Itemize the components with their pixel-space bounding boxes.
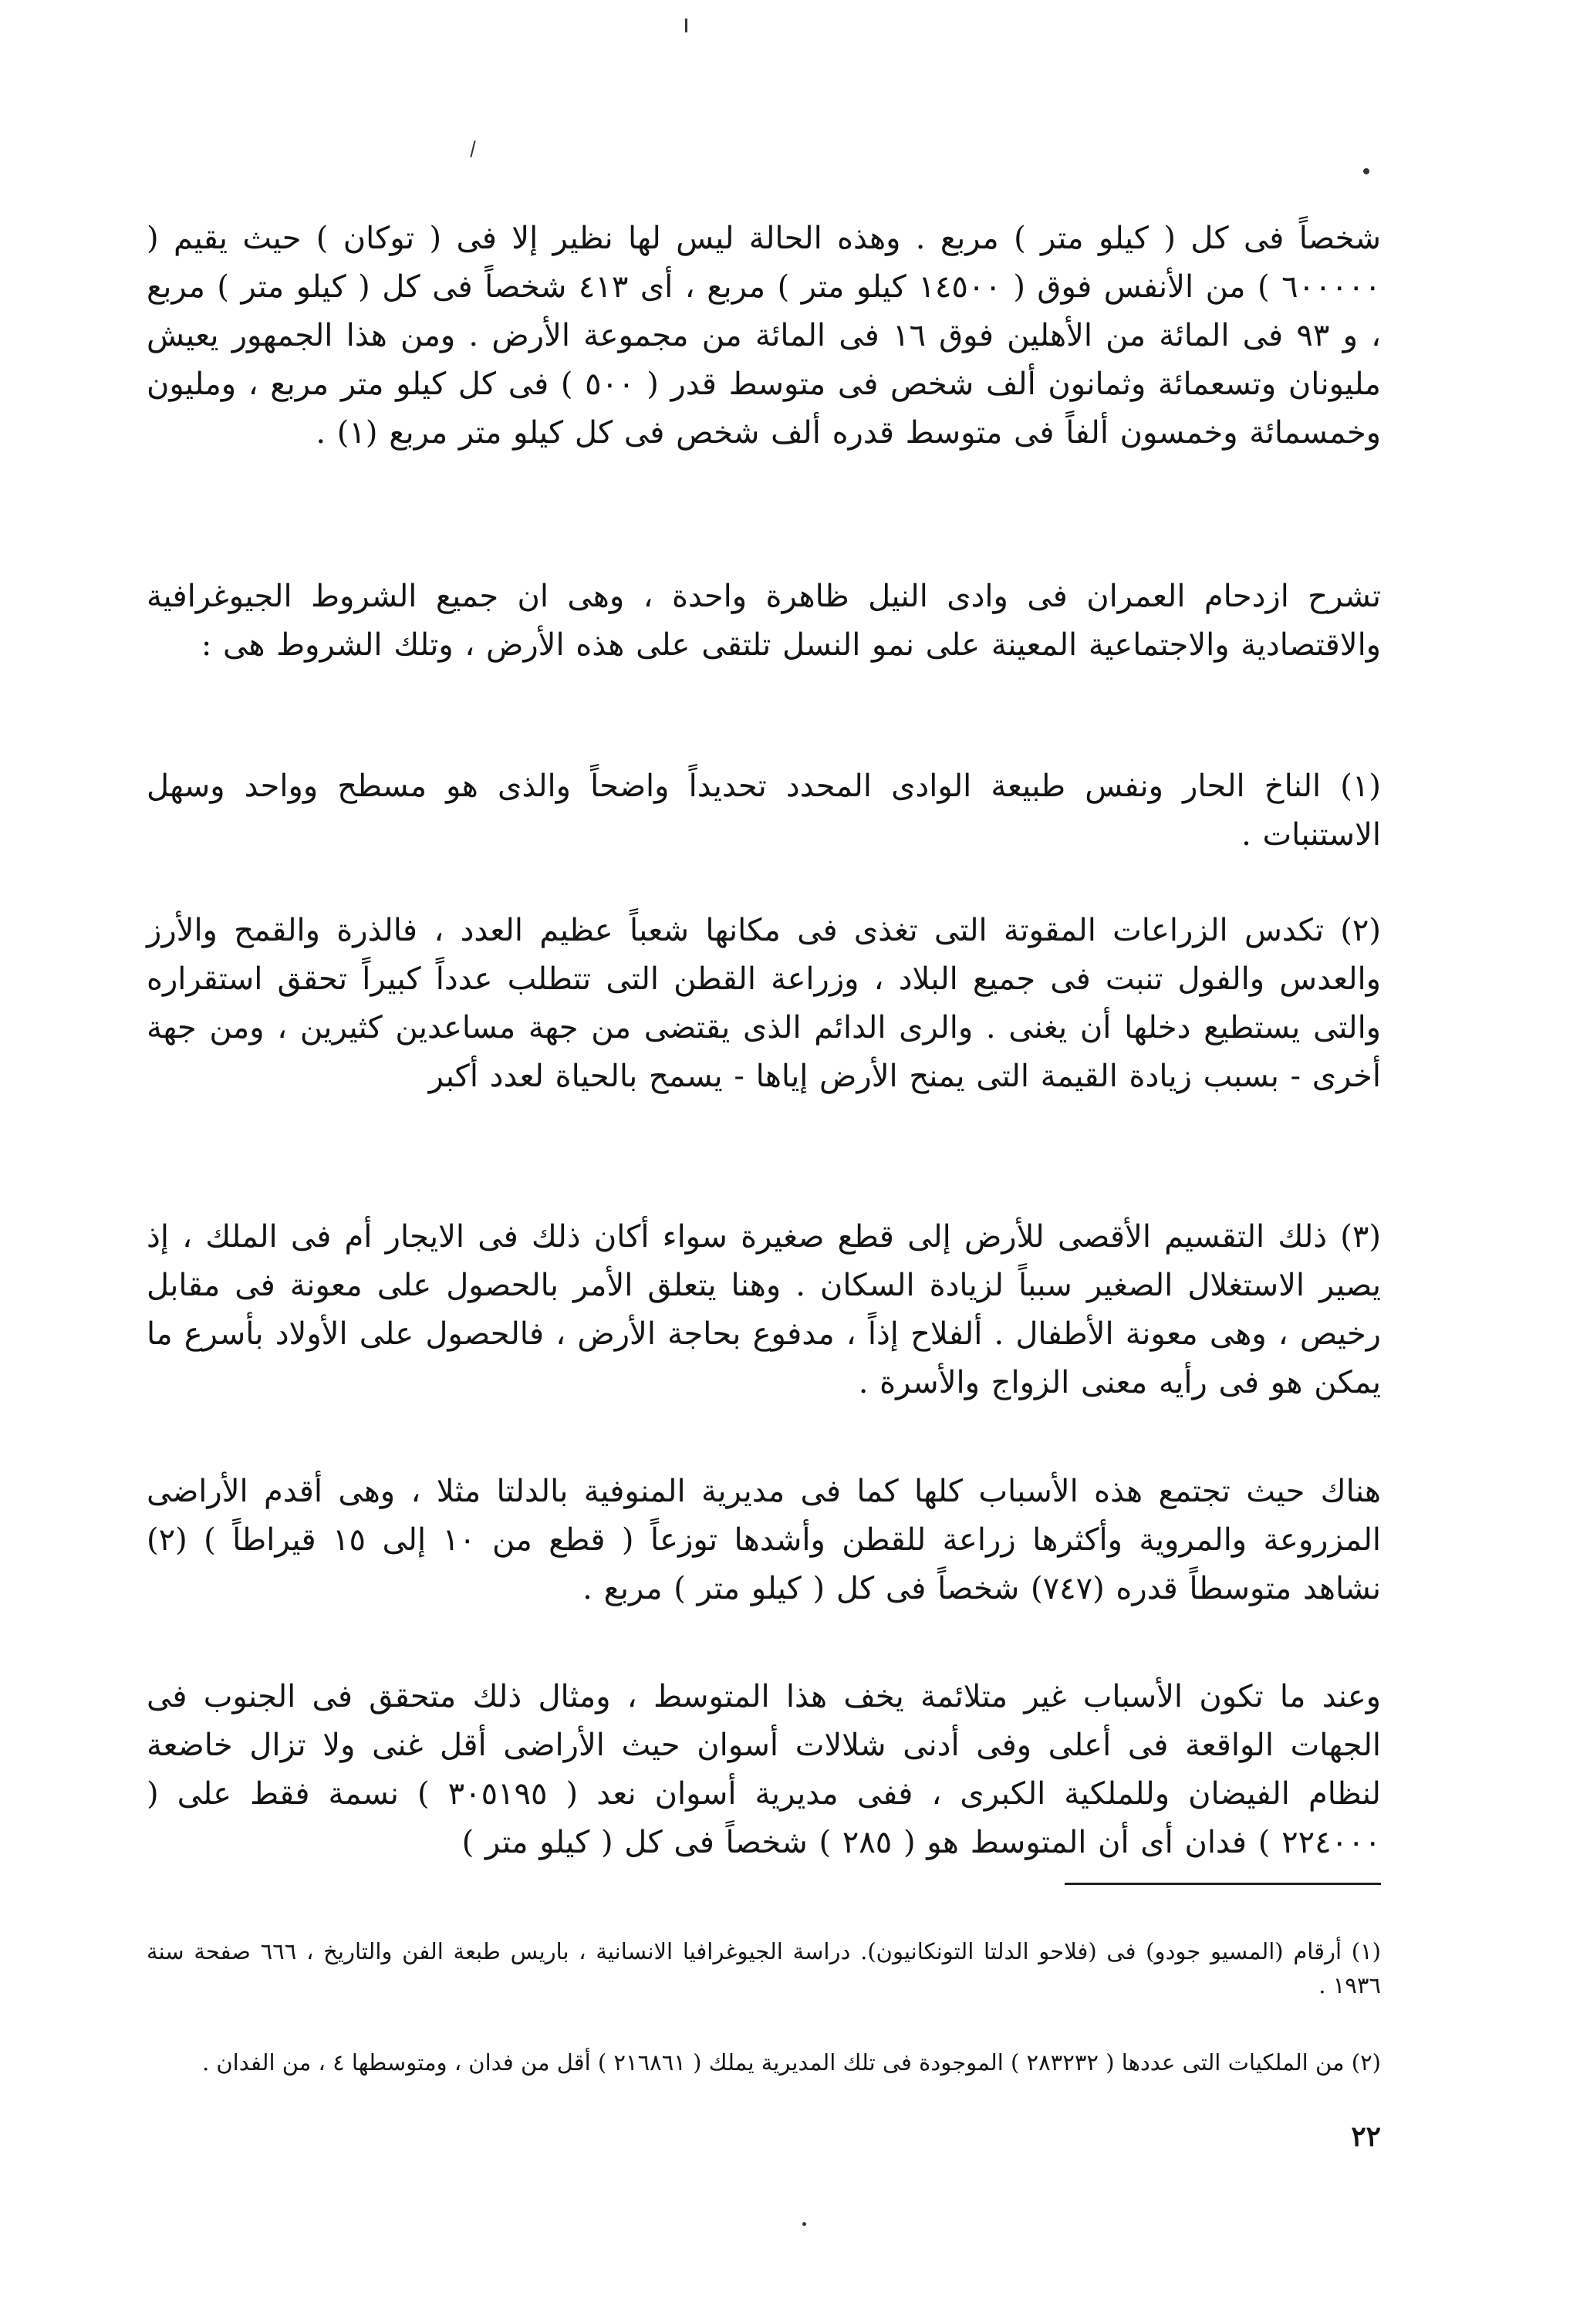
scan-mark — [685, 19, 687, 32]
scan-mark — [470, 140, 475, 157]
paragraph-condition-1: (١) الناخ الحار ونفس طبيعة الوادى المحدد تحديداً واضحاً والذى هو مسطح وواحد وسهل الاستنبات . — [147, 768, 1381, 853]
paragraph-condition-2: (٢) تكدس الزراعات المقوتة التى تغذى فى مكانها شعباً عظيم العدد ، فالذرة والقمح والأرز والعدس والفول تنبت فى جميع البلاد ، وزراعة القطن التى تتطلب عدداً كبيراً تحقق استقراره والتى يستطيع دخلها أن يغنى . والرى الدائم الذى يقتضى من جهة مساعدين كثيرين ، ومن جهة أخرى - بسبب زيادة القيمة التى يمنح الأرض إياها - يسمح بالحياة لعدد أكبر — [147, 913, 1381, 1094]
paragraph-nile-crowding: تشرح ازدحام العمران فى وادى النيل ظاهرة واحدة ، وهى ان جميع الشروط الجيوغرافية والاقتصادية والاجتماعية المعينة على نمو النسل تلتقى على هذه الأرض ، وتلك الشروط هى : — [147, 579, 1381, 663]
scan-mark — [802, 2222, 806, 2226]
footnote-2: (٢) من الملكيات التى عددها ( ٢٨٣٢٣٢ ) الموجودة فى تلك المديرية يملك ( ٢١٦٨٦١ ) أقل من فدان ، ومتوسطها ٤ ، من الفدان . — [201, 2049, 1381, 2076]
paragraph-aswan: وعند ما تكون الأسباب غير متلائمة يخف هذا المتوسط ، ومثال ذلك متحقق فى الجنوب فى الجهات الواقعة فى أعلى وفى أدنى شلالات أسوان حيث الأراضى أقل غنى ولا تزال خاضعة لنظام الفيضان وللملكية الكبرى ، ففى مديرية أسوان نعد ( ٣٠٥١٩٥ ) نسمة فقط على ( ٢٢٤٠٠٠ ) فدان أى أن المتوسط هو ( ٢٨٥ ) شخصاً فى كل ( كيلو متر ) — [147, 1679, 1381, 1860]
paragraph-population-density: شخصاً فى كل ( كيلو متر ) مربع . وهذه الحالة ليس لها نظير إلا فى ( توكان ) حيث يقيم ( ٦٠٠٠٠٠ ) من الأنفس فوق ( ١٤٥٠٠ كيلو متر ) مربع ، أى ٤١٣ شخصاً فى كل ( كيلو متر ) مربع ، و ٩٣ فى المائة من الأهلين فوق ١٦ فى المائة من مجموعة الأرض . ومن هذا الجمهور يعيش مليونان وتسعمائة وثمانون ألف شخص فى متوسط قدر ( ٥٠٠ ) فى كل كيلو متر مربع ، ومليون وخمسمائة وخمسون ألفاً فى متوسط قدره ألف شخص فى كل كيلو متر مربع (١) . — [147, 221, 1382, 451]
footnote-divider — [1065, 1883, 1381, 1885]
paragraph-menoufia: هناك حيث تجتمع هذه الأسباب كلها كما فى مديرية المنوفية بالدلتا مثلا ، وهى أقدم الأراضى المزروعة والمروية وأكثرها زراعة للقطن وأشدها توزعاً ( قطع من ١٠ إلى ١٥ قيراطاً ) (٢) نشاهد متوسطاً قدره (٧٤٧) شخصاً فى كل ( كيلو متر ) مربع . — [147, 1474, 1382, 1606]
paragraph-condition-3: (٣) ذلك التقسيم الأقصى للأرض إلى قطع صغيرة سواء أكان ذلك فى الايجار أم فى الملك ، إذ يصير الاستغلال الصغير سبباً لزيادة السكان . وهنا يتعلق الأمر بالحصول على معونة فى مقابل رخيص ، وهى معونة الأطفال . ألفلاح إذاً ، مدفوع بحاجة الأرض ، فالحصول على الأولاد بأسرع ما يمكن هو فى رأيه معنى الزواج والأسرة . — [147, 1219, 1382, 1400]
footnote-1: (١) أرقام (المسيو جودو) فى (فلاحو الدلتا التونكانيون). دراسة الجيوغرافيا الانسانية ، باريس طبعة الفن والتاريخ ، ٦٦٦ صفحة سنة ١٩٣٦ . — [147, 1938, 1381, 1998]
page-number: ٢٢ — [1351, 2120, 1381, 2153]
scan-mark — [1363, 168, 1369, 174]
